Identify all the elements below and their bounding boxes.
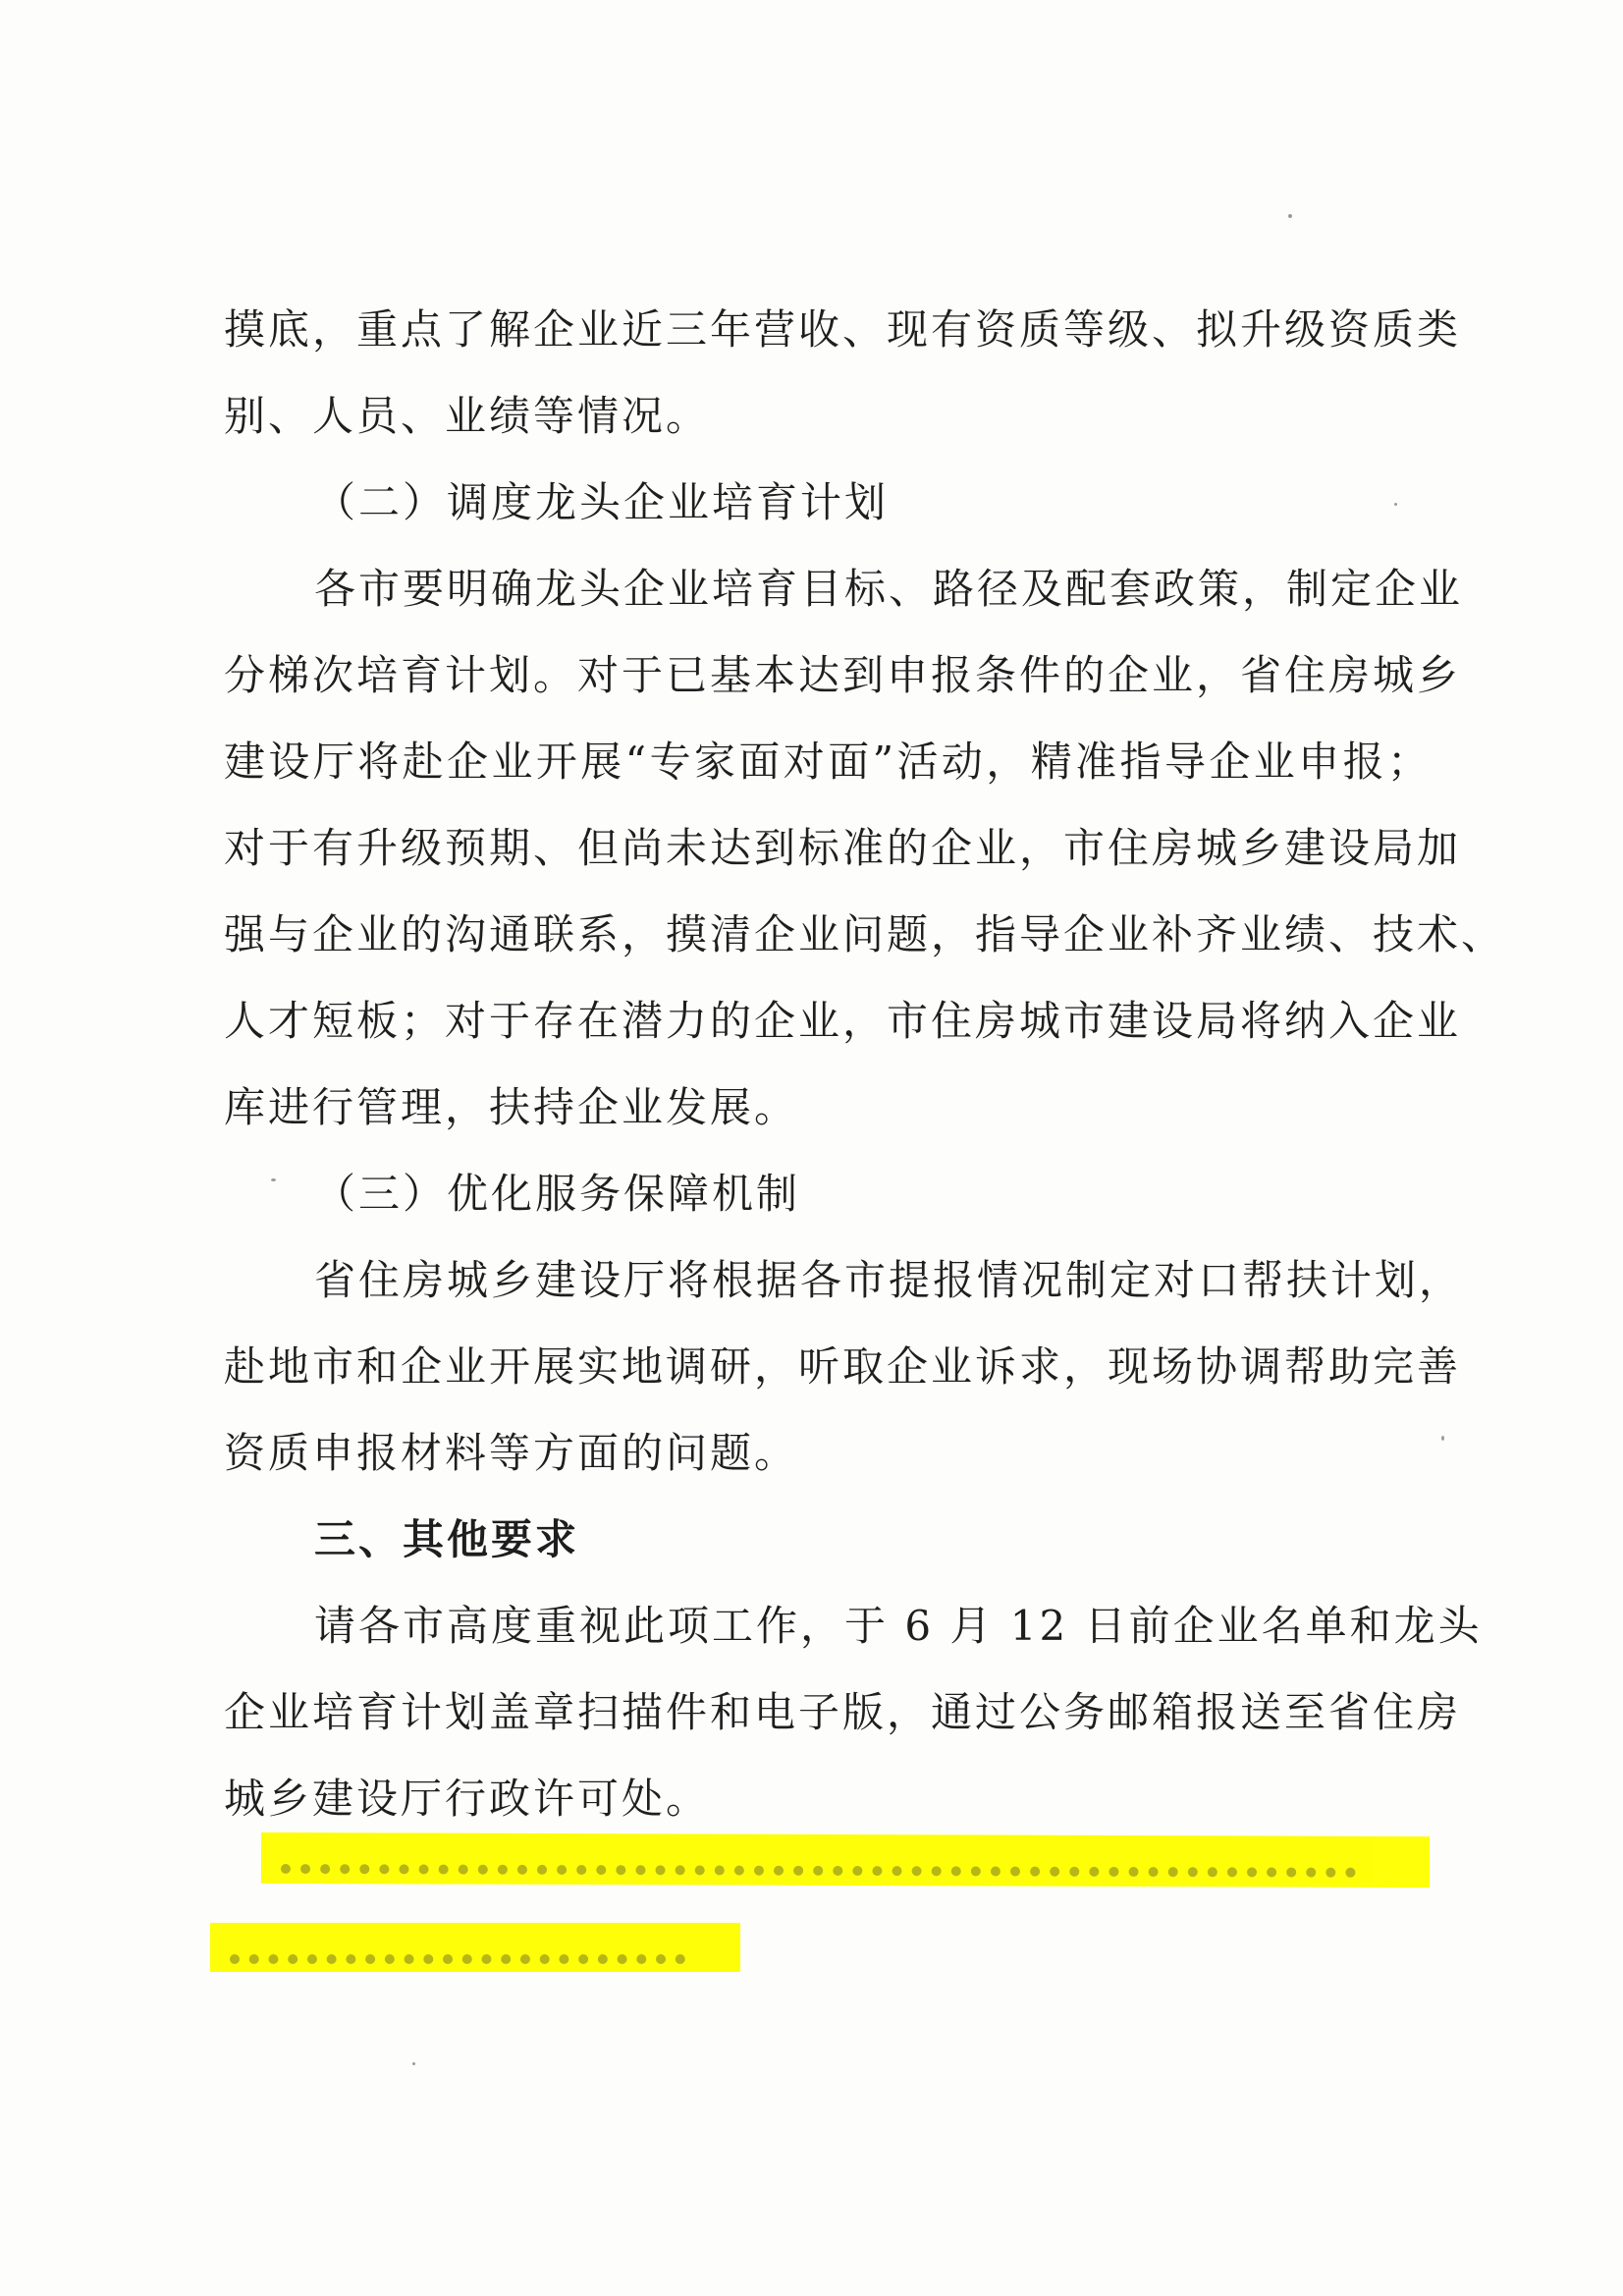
paragraph-2-line-6: 人才短板；对于存在潜力的企业，市住房城市建设局将纳入企业	[224, 997, 1462, 1045]
part-3-heading: 三、其他要求	[314, 1515, 580, 1563]
paragraph-3-line-2: 赴地市和企业开展实地调研，听取企业诉求，现场协调帮助完善	[224, 1342, 1462, 1391]
paragraph-2-line-7: 库进行管理，扶持企业发展。	[224, 1083, 799, 1131]
section-2-heading: （二）调度龙头企业培育计划	[314, 478, 890, 526]
paragraph-4-line-1: 请各市高度重视此项工作，于 6 月 12 日前企业名单和龙头	[314, 1602, 1483, 1650]
document-body	[224, 287, 1506, 1842]
redacted-text-remnant	[230, 1944, 685, 1964]
redaction-highlight-2	[210, 1923, 740, 1972]
scan-speck	[1394, 503, 1397, 506]
paragraph-3-line-3: 资质申报材料等方面的问题。	[224, 1429, 799, 1477]
scan-speck	[412, 2062, 415, 2065]
paragraph-2-line-1: 各市要明确龙头企业培育目标、路径及配套政策，制定企业	[314, 565, 1464, 613]
paragraph-4-line-3: 城乡建设厅行政许可处。	[224, 1775, 711, 1823]
paragraph-1-line-2: 别、人员、业绩等情况。	[224, 392, 711, 440]
paragraph-3-line-1: 省住房城乡建设厅将根据各市提报情况制定对口帮扶计划，	[314, 1256, 1464, 1304]
paragraph-2-line-2: 分梯次培育计划。对于已基本达到申报条件的企业，省住房城乡	[224, 651, 1462, 699]
paragraph-2-line-5: 强与企业的沟通联系，摸清企业问题，指导企业补齐业绩、技术、	[224, 910, 1506, 958]
section-3-heading: （三）优化服务保障机制	[314, 1170, 801, 1218]
paragraph-1-line-1: 摸底，重点了解企业近三年营收、现有资质等级、拟升级资质类	[224, 305, 1462, 354]
paragraph-4-line-2: 企业培育计划盖章扫描件和电子版，通过公务邮箱报送至省住房	[224, 1688, 1462, 1736]
scan-speck	[271, 1178, 276, 1181]
scan-speck	[1441, 1436, 1444, 1441]
scan-speck	[1288, 214, 1292, 218]
paragraph-2-line-4: 对于有升级预期、但尚未达到标准的企业，市住房城乡建设局加	[224, 824, 1462, 872]
redacted-text-remnant	[281, 1854, 1356, 1878]
redaction-highlight-1	[261, 1832, 1430, 1887]
paragraph-2-line-3: 建设厅将赴企业开展“专家面对面”活动，精准指导企业申报；	[224, 738, 1432, 786]
